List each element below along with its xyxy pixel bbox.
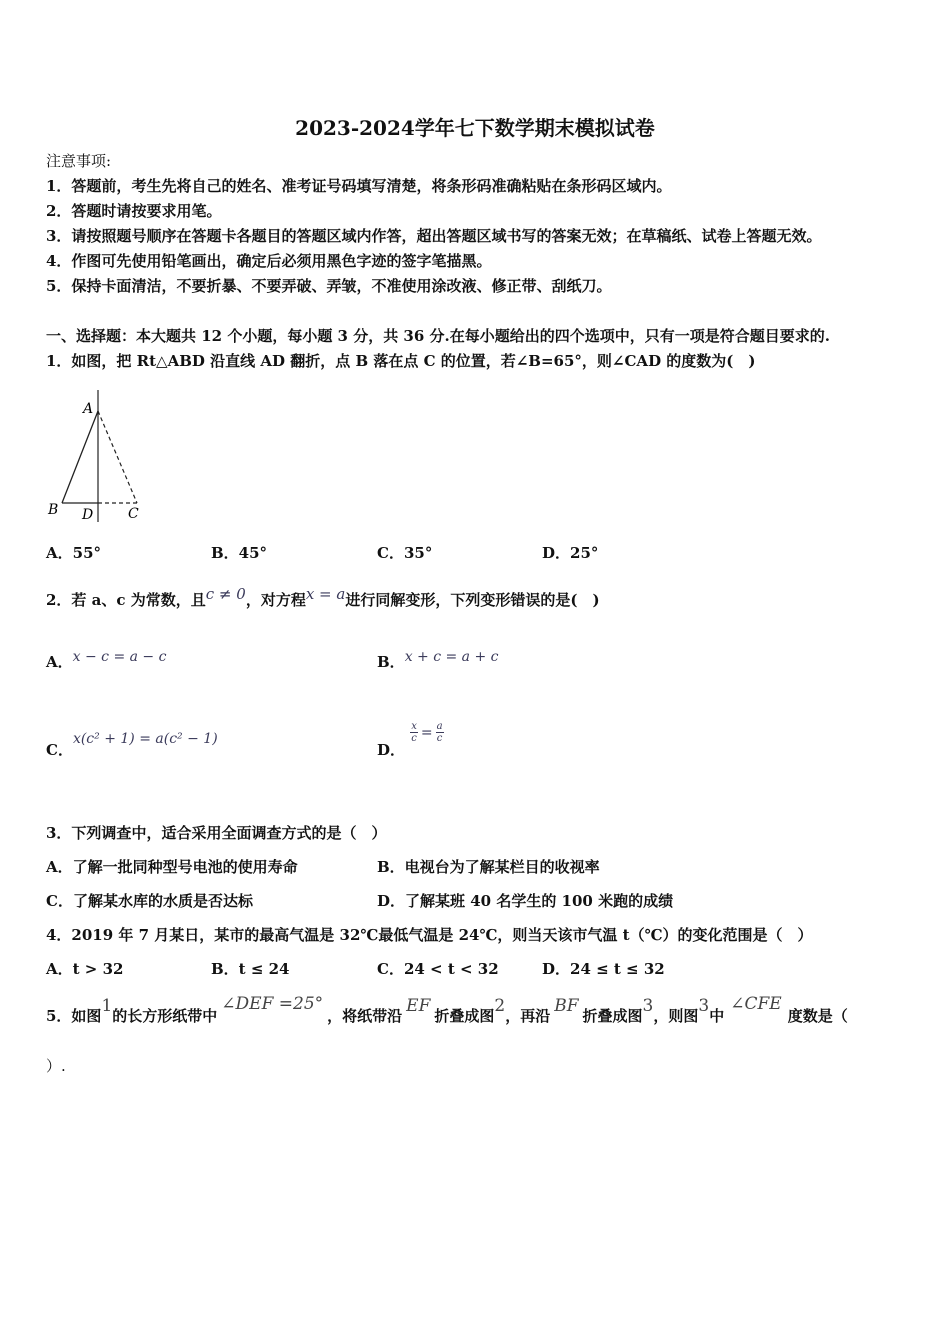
q4-option-c[interactable]: C．24 < t < 32	[377, 960, 499, 978]
q1-option-b[interactable]: B．45°	[211, 544, 268, 562]
point-label-d: D	[82, 507, 94, 523]
q2-text-mid: ，对方程	[245, 591, 306, 609]
notice-item: 1．答题前，考生先将自己的姓名、准考证号码填写清楚，将条形码准确粘贴在条形码区域内。	[46, 177, 672, 195]
notice-item: 5．保持卡面清洁，不要折暴、不要弄破、弄皱，不准使用涂改液、修正带、刮纸刀。	[46, 277, 612, 295]
q5-fold-line-bf: BF	[554, 996, 579, 1016]
q3-option-c[interactable]: C．了解某水库的水质是否达标	[46, 892, 253, 910]
point-label-b: B	[48, 502, 59, 518]
q2-equation: x = a	[305, 585, 346, 603]
page-title: 2023-2024学年七下数学期末模拟试卷	[295, 116, 655, 140]
q2-option-d[interactable]	[377, 721, 444, 770]
question-3: 3．下列调查中，适合采用全面调查方式的是（ ）	[46, 824, 387, 842]
figure-number: 3	[698, 996, 710, 1016]
q5-angle-def: ∠DEF =25°	[221, 994, 324, 1014]
q2-option-a-expr: x − c = a − c	[72, 649, 167, 665]
q1-option-a[interactable]: A．55°	[46, 544, 102, 562]
q3-option-d[interactable]: D．了解某班 40 名学生的 100 米跑的成绩	[377, 892, 674, 910]
q5-fold-line-ef: EF	[406, 996, 431, 1016]
figure-number: 2	[494, 996, 506, 1016]
notice-item: 4．作图可先使用铅笔画出，确定后必须用黑色字迹的签字笔描黑。	[46, 252, 492, 270]
q2-condition: c ≠ 0	[205, 585, 246, 603]
figure-number: 1	[101, 996, 113, 1016]
q2-option-c-expr: x(c² + 1) = a(c² − 1)	[72, 731, 218, 747]
q4-option-b[interactable]: B．t ≤ 24	[211, 960, 290, 978]
fraction-a-over-c: $\frac{a}{c}$	[436, 721, 443, 744]
q2-option-b-label: B．	[377, 653, 405, 671]
q4-option-d[interactable]: D．24 ≤ t ≤ 32	[542, 960, 665, 978]
q2-option-d-expr: $\frac{x}{c}$ = $\frac{a}{c}$	[411, 721, 443, 744]
q2-option-a[interactable]	[46, 649, 167, 673]
q2-option-d-label: D．	[377, 741, 406, 759]
q2-option-a-label: A．	[46, 653, 73, 671]
figure-number: 3	[642, 996, 654, 1016]
question-5: 5．如图1的长方形纸带中∠DEF =25°，将纸带沿 EF 折叠成图2，再沿 BF 折叠成图3，则图3中∠CFE度数是（	[46, 994, 848, 1025]
q1-option-d[interactable]: D．25°	[542, 544, 599, 562]
point-label-c: C	[128, 506, 139, 522]
section-header: 一、选择题：本大题共 12 个小题，每小题 3 分，共 36 分.在每小题给出的四个选项中，只有一项是符合题目要求的.	[46, 327, 830, 345]
question-4: 4．2019 年 7 月某日，某市的最高气温是 32℃最低气温是 24℃，则当天该市气温 t（℃）的变化范围是（ ）	[46, 926, 813, 944]
segment-ac-dashed	[98, 411, 137, 503]
q1-option-c[interactable]: C．35°	[377, 544, 433, 562]
segment-ab	[62, 411, 98, 503]
notice-heading: 注意事项:	[46, 152, 112, 170]
q5-angle-cfe: ∠CFE	[730, 994, 782, 1014]
q2-option-b-expr: x + c = a + c	[404, 649, 499, 665]
question-2	[46, 585, 600, 610]
q2-text-before: 2．若 a、c 为常数，且	[46, 591, 206, 609]
notice-item: 3．请按照题号顺序在答题卡各题目的答题区域内作答，超出答题区域书写的答案无效；在草稿纸、试卷上答题无效。	[46, 227, 822, 245]
point-label-a: A	[83, 401, 94, 417]
q2-option-c-label: C．	[46, 741, 73, 759]
q2-option-b[interactable]	[377, 649, 499, 673]
q3-option-b[interactable]: B．电视台为了解某栏目的收视率	[377, 858, 600, 876]
q2-text-after: 进行同解变形，下列变形错误的是( )	[345, 591, 600, 609]
triangle-figure	[40, 390, 150, 525]
question-1: 1．如图，把 Rt△ABD 沿直线 AD 翻折，点 B 落在点 C 的位置，若∠B=65°，则∠CAD 的度数为( )	[46, 352, 756, 370]
fraction-x-over-c: $\frac{x}{c}$	[411, 721, 417, 744]
q2-option-c[interactable]	[46, 731, 218, 761]
notice-item: 2．答题时请按要求用笔。	[46, 202, 222, 220]
question-5-tail: ）.	[46, 1057, 66, 1075]
q4-option-a[interactable]: A．t > 32	[46, 960, 124, 978]
q3-option-a[interactable]: A．了解一批同种型号电池的使用寿命	[46, 858, 298, 876]
